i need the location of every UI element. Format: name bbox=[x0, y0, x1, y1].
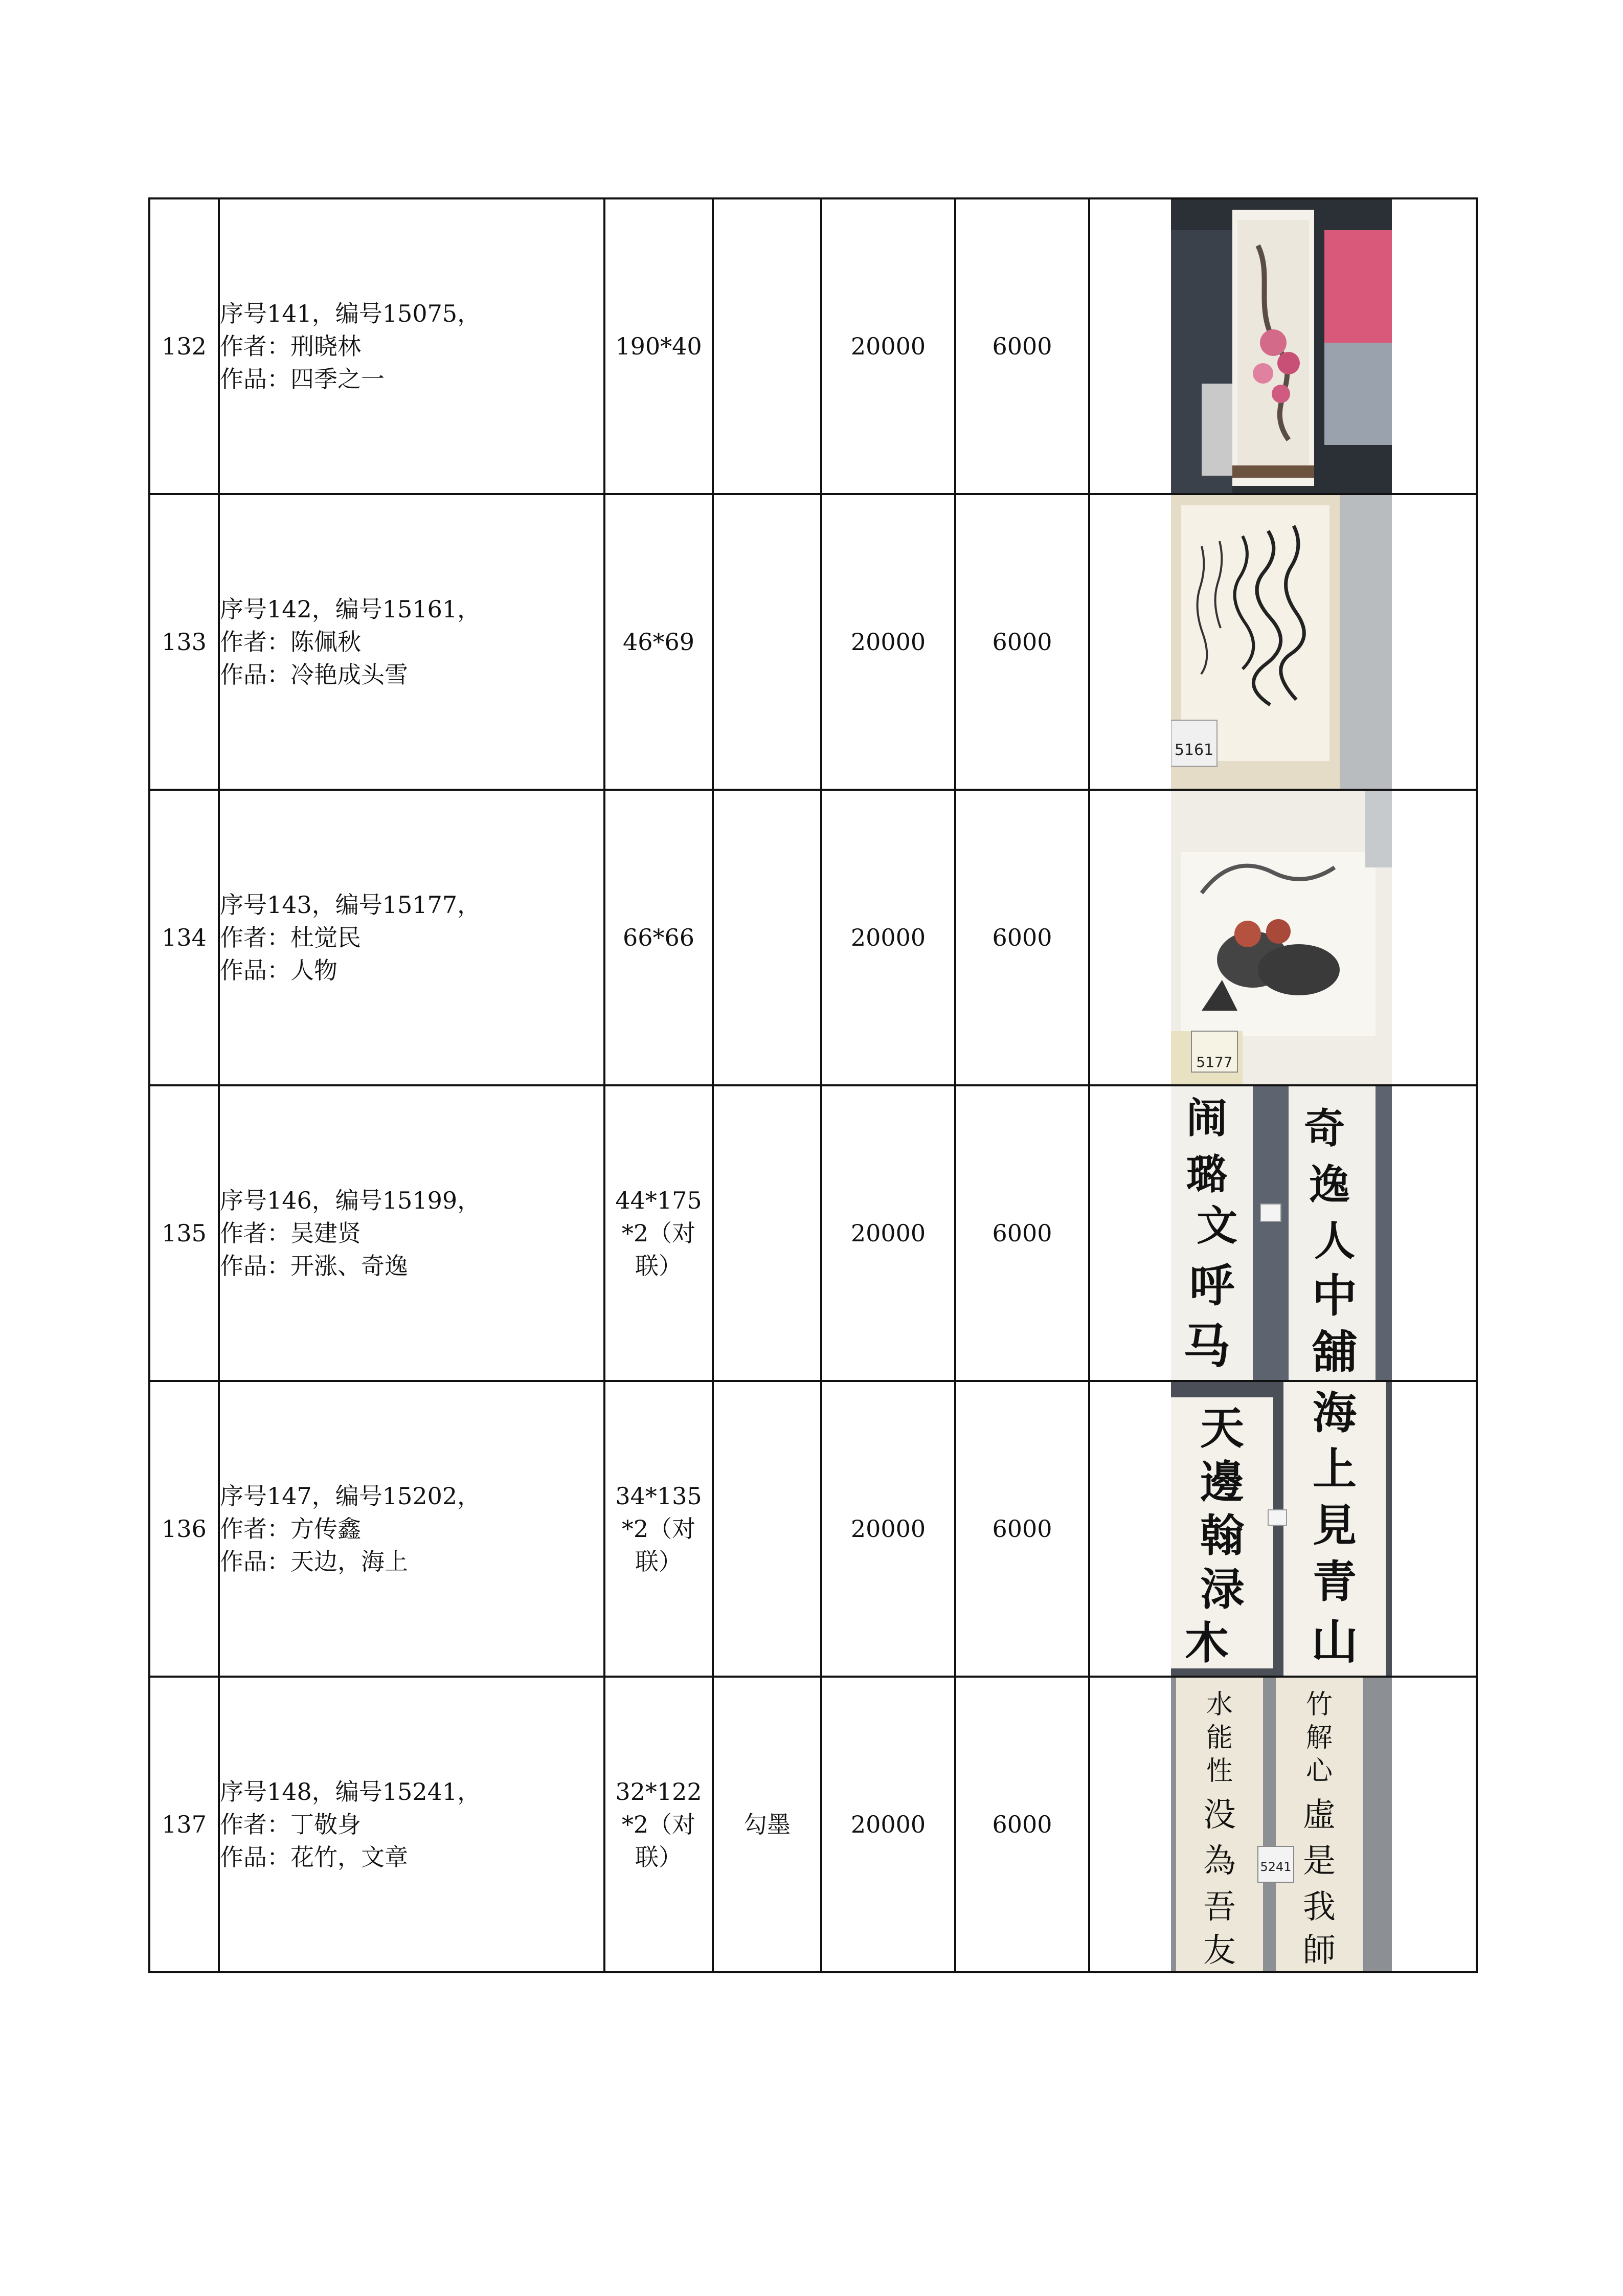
couplet-char: 奇 bbox=[1304, 1104, 1345, 1152]
item-title: 作品：花竹，文章 bbox=[220, 1843, 408, 1871]
couplet-char: 逸 bbox=[1309, 1161, 1350, 1209]
item-technique bbox=[713, 198, 821, 494]
couplet-char: 水 bbox=[1206, 1689, 1233, 1720]
item-size: 46*69 bbox=[604, 494, 713, 790]
item-size: 190*40 bbox=[604, 198, 713, 494]
item-author: 作者：丁敬身 bbox=[220, 1811, 361, 1838]
table-row bbox=[149, 198, 1477, 494]
photo-tag-label: 5161 bbox=[1174, 741, 1214, 759]
item-photo-cell bbox=[1089, 494, 1477, 790]
item-price: 20000 bbox=[821, 1381, 955, 1677]
couplet-char: 我 bbox=[1303, 1888, 1336, 1926]
item-technique bbox=[713, 1085, 821, 1381]
table-row bbox=[149, 494, 1477, 790]
item-size: 34*135*2（对联） bbox=[604, 1381, 713, 1677]
item-estimate: 6000 bbox=[955, 1381, 1089, 1677]
item-price: 20000 bbox=[821, 1677, 955, 1972]
item-estimate: 6000 bbox=[955, 494, 1089, 790]
item-title: 作品：天边，海上 bbox=[220, 1548, 408, 1575]
item-technique bbox=[713, 790, 821, 1085]
item-photo-cell bbox=[1089, 198, 1477, 494]
couplet-char: 虛 bbox=[1303, 1796, 1336, 1834]
item-technique bbox=[713, 494, 821, 790]
couplet-char: 解 bbox=[1305, 1723, 1333, 1753]
couplet-photo bbox=[1171, 1382, 1392, 1676]
row-number: 137 bbox=[149, 1677, 219, 1972]
item-photo-cell bbox=[1089, 790, 1477, 1085]
item-author: 作者：杜觉民 bbox=[220, 924, 361, 951]
item-description bbox=[219, 1381, 604, 1677]
couplet-char: 性 bbox=[1206, 1756, 1233, 1787]
item-photo-cell bbox=[1089, 1381, 1477, 1677]
item-price: 20000 bbox=[821, 790, 955, 1085]
catalog-table bbox=[148, 197, 1478, 1973]
couplet-photo bbox=[1171, 1086, 1392, 1380]
item-author: 作者：刑晓林 bbox=[220, 332, 361, 360]
couplet-char: 呼 bbox=[1189, 1259, 1235, 1312]
couplet-char: 海 bbox=[1313, 1387, 1357, 1439]
couplet-char: 見 bbox=[1313, 1500, 1357, 1551]
calligraphy-photo bbox=[1171, 495, 1392, 789]
item-size: 44*175*2（对联） bbox=[604, 1085, 713, 1381]
couplet-char: 為 bbox=[1203, 1842, 1236, 1880]
couplet-photo bbox=[1171, 1678, 1392, 1971]
item-technique: 勾墨 bbox=[713, 1677, 821, 1972]
couplet-char: 没 bbox=[1203, 1796, 1236, 1834]
item-title: 作品：四季之一 bbox=[220, 365, 385, 393]
couplet-char: 马 bbox=[1183, 1319, 1231, 1374]
item-estimate: 6000 bbox=[955, 198, 1089, 494]
item-estimate: 6000 bbox=[955, 790, 1089, 1085]
item-author: 作者：方传鑫 bbox=[220, 1515, 361, 1543]
couplet-char: 渌 bbox=[1200, 1564, 1244, 1615]
item-description bbox=[219, 1085, 604, 1381]
couplet-char: 青 bbox=[1313, 1556, 1357, 1608]
item-price: 20000 bbox=[821, 198, 955, 494]
couplet-char: 人 bbox=[1314, 1217, 1355, 1265]
item-photo-cell bbox=[1089, 1677, 1477, 1972]
photo-tag-label: 5177 bbox=[1196, 1054, 1233, 1071]
table-row bbox=[149, 1677, 1477, 1972]
row-number: 136 bbox=[149, 1381, 219, 1677]
item-size: 32*122*2（对联） bbox=[604, 1677, 713, 1972]
scroll-painting-photo bbox=[1171, 199, 1392, 493]
item-photo-cell bbox=[1089, 1085, 1477, 1381]
figure-painting-photo bbox=[1171, 791, 1392, 1084]
couplet-char: 邊 bbox=[1200, 1456, 1244, 1508]
couplet-char: 心 bbox=[1305, 1756, 1333, 1787]
couplet-char: 是 bbox=[1303, 1842, 1336, 1880]
item-serial: 序号148，编号15241， bbox=[220, 1778, 481, 1805]
item-estimate: 6000 bbox=[955, 1677, 1089, 1972]
item-serial: 序号146，编号15199， bbox=[220, 1187, 481, 1214]
item-author: 作者：陈佩秋 bbox=[220, 628, 361, 656]
couplet-char: 中 bbox=[1312, 1269, 1358, 1322]
couplet-char: 璐 bbox=[1186, 1150, 1227, 1198]
item-size: 66*66 bbox=[604, 790, 713, 1085]
couplet-char: 能 bbox=[1206, 1723, 1233, 1753]
row-number: 133 bbox=[149, 494, 219, 790]
couplet-char: 天 bbox=[1200, 1402, 1244, 1454]
photo-tag-label: 5241 bbox=[1260, 1860, 1292, 1874]
table-row bbox=[149, 1381, 1477, 1677]
couplet-char: 師 bbox=[1303, 1932, 1336, 1970]
couplet-char: 友 bbox=[1203, 1932, 1236, 1970]
row-number: 134 bbox=[149, 790, 219, 1085]
item-serial: 序号142，编号15161， bbox=[220, 595, 481, 623]
item-technique bbox=[713, 1381, 821, 1677]
couplet-char: 闹 bbox=[1186, 1094, 1227, 1142]
table-row bbox=[149, 1085, 1477, 1381]
couplet-char: 舖 bbox=[1312, 1325, 1358, 1378]
item-price: 20000 bbox=[821, 1085, 955, 1381]
item-serial: 序号143，编号15177， bbox=[220, 891, 481, 919]
couplet-char: 竹 bbox=[1305, 1689, 1333, 1720]
item-price: 20000 bbox=[821, 494, 955, 790]
item-description bbox=[219, 494, 604, 790]
item-title: 作品：人物 bbox=[220, 956, 337, 984]
row-number: 132 bbox=[149, 198, 219, 494]
item-estimate: 6000 bbox=[955, 1085, 1089, 1381]
item-serial: 序号141，编号15075， bbox=[220, 300, 481, 327]
row-number: 135 bbox=[149, 1085, 219, 1381]
couplet-char: 山 bbox=[1311, 1614, 1359, 1669]
item-author: 作者：吴建贤 bbox=[220, 1219, 361, 1247]
item-serial: 序号147，编号15202， bbox=[220, 1482, 481, 1510]
item-title: 作品：冷艳成头雪 bbox=[220, 661, 408, 688]
couplet-char: 吾 bbox=[1203, 1888, 1236, 1926]
item-description bbox=[219, 790, 604, 1085]
item-description bbox=[219, 1677, 604, 1972]
couplet-char: 上 bbox=[1313, 1443, 1357, 1495]
table-row bbox=[149, 790, 1477, 1085]
couplet-char: 文 bbox=[1197, 1201, 1237, 1250]
item-description bbox=[219, 198, 604, 494]
couplet-char: 木 bbox=[1185, 1617, 1229, 1669]
couplet-char: 翰 bbox=[1200, 1510, 1244, 1562]
item-title: 作品：开涨、奇逸 bbox=[220, 1252, 408, 1280]
